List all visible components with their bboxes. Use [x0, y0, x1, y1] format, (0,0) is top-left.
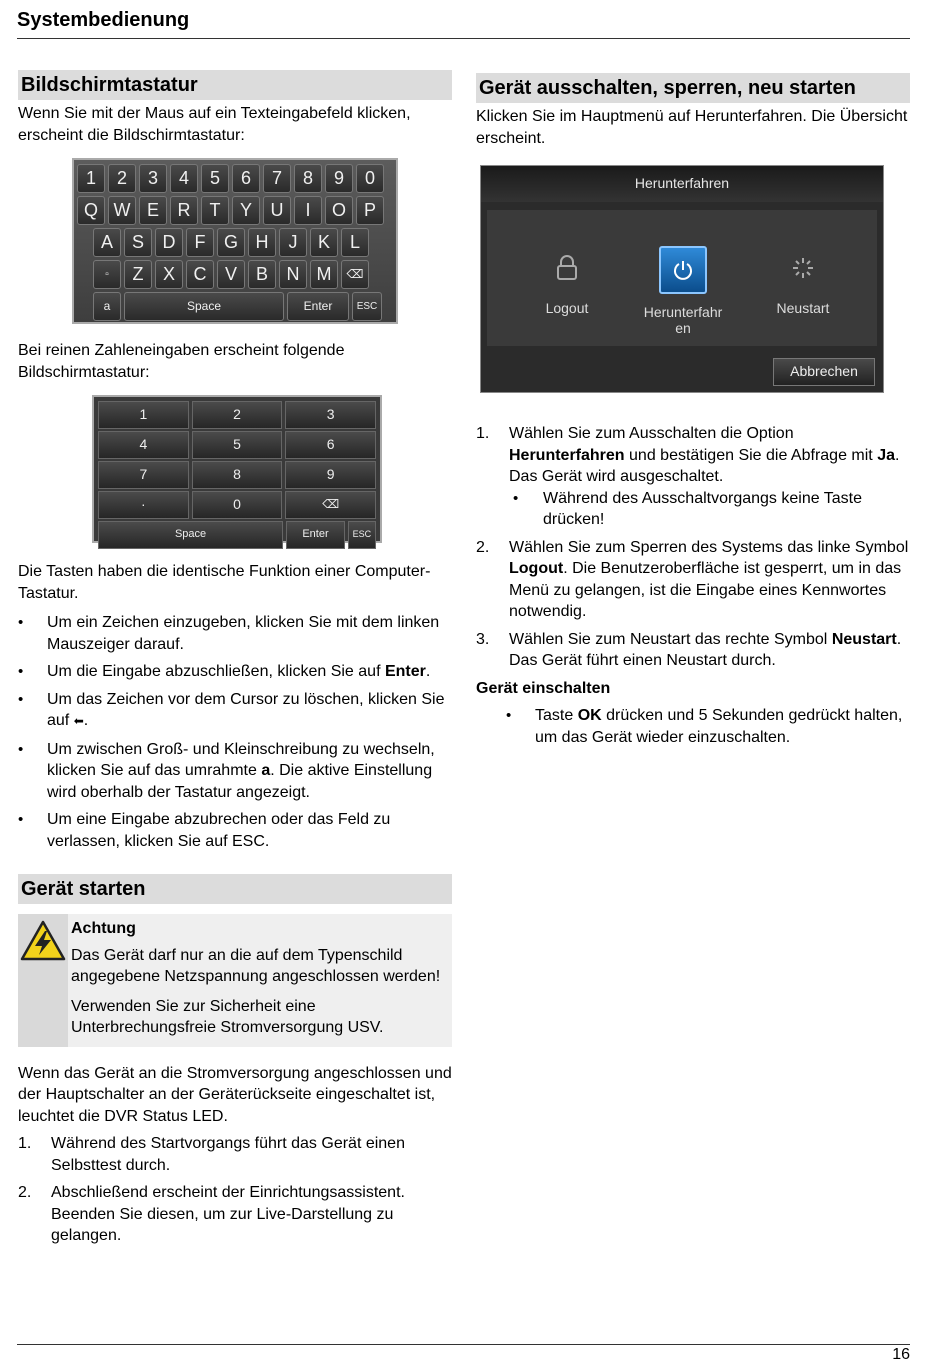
keyboard-key: U [263, 196, 291, 225]
keyboard-key: P [356, 196, 384, 225]
keyboard-key: 3 [139, 164, 167, 193]
warning-sidebar [18, 914, 68, 1047]
numpad-row [98, 491, 376, 519]
numpad-key: 1 [98, 401, 189, 429]
bullet-text: drücken und 5 Sekunden gedrückt halten, um das Gerät wieder einzuschalten. [535, 707, 903, 746]
numpad-key: · [98, 491, 189, 519]
shutdown-intro: Klicken Sie im Hauptmenü auf Herunterfahren. Die Übersicht erscheint. [476, 108, 908, 147]
keyboard-key: 8 [294, 164, 322, 193]
numpad-key: 0 [192, 491, 283, 519]
numpad-row [98, 401, 376, 429]
shutdown-step-3 [476, 629, 910, 672]
bullet-text: Um die Eingabe abzuschließen, klicken Sie auf [47, 663, 385, 680]
step-bold: Herunterfahren [509, 446, 625, 464]
step-text: Wählen Sie zum Ausschalten die Option [509, 425, 794, 442]
keyboard-key: J [279, 228, 307, 257]
numpad-row [98, 431, 376, 459]
section-title-start: Gerät starten [18, 874, 452, 904]
step-number: 1. [18, 1135, 32, 1152]
keyboard-key-case: a [93, 292, 121, 321]
step-text: Während des Startvorgangs führt das Gerät einen Selbsttest durch. [51, 1135, 405, 1174]
step-text: . Das Gerät wird ausgeschaltet. [509, 446, 900, 485]
bullet-enter-char [18, 612, 452, 655]
page-number: 16 [892, 1346, 910, 1363]
step-bold: Ja [877, 446, 895, 464]
numpad-key: 8 [192, 461, 283, 489]
keyboard-key: K [310, 228, 338, 257]
keyboard-key: 0 [356, 164, 384, 193]
step-sub-list [509, 488, 910, 531]
dialog-option-shutdown [633, 246, 733, 336]
dialog-cancel-button: Abbrechen [773, 358, 875, 386]
bullet-case [18, 739, 452, 804]
bullet-text: . [83, 712, 89, 729]
keyboard-key-caps: ▫ [93, 260, 121, 289]
keyboard-key: 7 [263, 164, 291, 193]
keyboard-key: 2 [108, 164, 136, 193]
keyboard-key: M [310, 260, 338, 289]
numpad-key: 7 [98, 461, 189, 489]
warning-box [18, 914, 452, 1047]
start-paragraph: Wenn das Gerät an die Stromversorgung angeschlossen und der Hauptschalter an der Geräterückseite eingeschaltet ist, leuchtet die DVR Status LED. [18, 1064, 452, 1125]
keyboard-key: C [186, 260, 214, 289]
warning-body [68, 914, 452, 1047]
keyboard-key: E [139, 196, 167, 225]
keyboard-key: O [325, 196, 353, 225]
keyboard-key: 6 [232, 164, 260, 193]
numpad-key-space: Space [98, 521, 283, 549]
numpad-key: 6 [285, 431, 376, 459]
keyboard-row-qwerty [77, 196, 393, 225]
bullet-text: Während des Ausschaltvorgangs keine Taste drücken! [543, 489, 863, 528]
osk-intro: Wenn Sie mit der Maus auf ein Texteingabefeld klicken, erscheint die Bildschirmtastatur: [18, 105, 411, 144]
bullet-text: Um zwischen Groß- und Kleinschreibung zu wechseln, klicken Sie auf das umrahmte [47, 740, 435, 779]
keyboard-key-enter: Enter [287, 292, 349, 321]
option-label-1: Herunterfahr [643, 304, 723, 320]
poweron-heading: Gerät einschalten [476, 679, 611, 697]
spinner-icon [781, 246, 825, 290]
keyboard-key: L [341, 228, 369, 257]
keyboard-key: 4 [170, 164, 198, 193]
shutdown-dialog-image [480, 165, 884, 393]
warning-title: Achtung [71, 920, 136, 937]
bullet-text: . Die aktive Einstellung wird oberhalb der Tastatur angezeigt. [47, 762, 433, 801]
keyboard-key: I [294, 196, 322, 225]
keyboard-row-asdf [77, 228, 393, 257]
numpad-key-enter: Enter [286, 521, 345, 549]
backspace-key-icon: ⌫ [341, 260, 369, 289]
step-bold: Neustart [831, 630, 897, 648]
bullet-text: Um ein Zeichen einzugeben, klicken Sie mit dem linken Mauszeiger darauf. [47, 614, 440, 653]
keyboard-key: 5 [201, 164, 229, 193]
step-text: . Die Benutzeroberfläche ist gesperrt, um in das Menü zu gelangen, ist die Eingabe eines Kennwortes notwendig. [509, 560, 902, 620]
osk-bullet-list [18, 612, 452, 852]
keyboard-key: A [93, 228, 121, 257]
numpad-key: 5 [192, 431, 283, 459]
start-step [18, 1133, 452, 1176]
keyboard-key: H [248, 228, 276, 257]
option-label: Neustart [776, 300, 830, 316]
onscreen-keyboard-image [72, 158, 398, 324]
keyboard-key: 9 [325, 164, 353, 193]
keyboard-key-esc: ESC [352, 292, 382, 321]
keyboard-key: Q [77, 196, 105, 225]
keyboard-key: W [108, 196, 136, 225]
numeric-keyboard-image [92, 395, 382, 543]
right-column [476, 73, 910, 754]
bullet-bold: OK [577, 707, 602, 724]
keyboard-key: R [170, 196, 198, 225]
bullet-text: . [425, 663, 431, 680]
step-text: . Das Gerät führt einen Neustart durch. [509, 630, 902, 669]
bullet-text: Um eine Eingabe abzubrechen oder das Feld zu verlassen, klicken Sie auf ESC. [47, 811, 391, 850]
page-header [17, 9, 910, 39]
keyboard-key: 1 [77, 164, 105, 193]
function-intro: Die Tasten haben die identische Funktion einer Computer-Tastatur. [18, 563, 431, 602]
step-number: 2. [476, 538, 490, 556]
page-header-title: Systembedienung [17, 9, 190, 31]
section-title-shutdown: Gerät ausschalten, sperren, neu starten [476, 73, 910, 103]
start-step [18, 1182, 452, 1247]
step-text: Wählen Sie zum Neustart das rechte Symbol [509, 630, 832, 648]
poweron-bullet [506, 705, 910, 748]
dialog-option-restart [753, 246, 853, 316]
numpad-row [98, 461, 376, 489]
left-column [18, 70, 452, 1253]
footer-divider [17, 1344, 910, 1345]
bullet-text: Um das Zeichen vor dem Cursor zu löschen, klicken Sie auf [47, 690, 445, 729]
step-bold: Logout [509, 560, 564, 577]
step-text: Abschließend erscheint der Einrichtungsassistent. Beenden Sie diesen, um zur Live-Darstellung zu gelangen. [51, 1184, 405, 1244]
step-text: Wählen Sie zum Sperren des Systems das linke Symbol [509, 538, 909, 556]
step-sub-bullet [509, 488, 910, 531]
keyboard-key: Z [124, 260, 152, 289]
keyboard-key: T [201, 196, 229, 225]
step-number: 3. [476, 630, 490, 648]
bullet-delete [18, 689, 452, 733]
dialog-option-logout [517, 246, 617, 316]
option-label-2: en [675, 320, 691, 336]
bullet-bold: Enter [384, 663, 426, 680]
power-icon [659, 246, 707, 294]
keyboard-key: G [217, 228, 245, 257]
section-title-osk: Bildschirmtastatur [18, 70, 452, 100]
option-label: Logout [545, 300, 589, 316]
warning-text-1: Das Gerät darf nur an die auf dem Typenschild angegebene Netzspannung angeschlossen werden! [71, 946, 441, 985]
backspace-icon: ⬅ [73, 714, 84, 728]
numpad-key: 4 [98, 431, 189, 459]
keyboard-key: X [155, 260, 183, 289]
shutdown-steps-list [476, 423, 910, 672]
bullet-finish [18, 661, 452, 683]
dialog-title: Herunterfahren [481, 166, 883, 202]
keyboard-key: B [248, 260, 276, 289]
bullet-bold: a [261, 762, 271, 779]
keyboard-key: S [124, 228, 152, 257]
lock-icon [545, 246, 589, 290]
warning-text-2: Verwenden Sie zur Sicherheit eine Unterbrechungsfreie Stromversorgung USV. [71, 997, 384, 1036]
shutdown-step-2 [476, 537, 910, 623]
numpad-row-bottom [98, 521, 376, 549]
bullet-cancel [18, 809, 452, 852]
high-voltage-icon [20, 920, 66, 962]
poweron-list [506, 705, 910, 748]
start-steps-list [18, 1133, 452, 1247]
step-number: 1. [476, 425, 490, 442]
shutdown-step-1 [476, 423, 910, 531]
keyboard-key: F [186, 228, 214, 257]
numpad-backspace-icon: ⌫ [285, 491, 376, 519]
numpad-rows [98, 401, 376, 519]
keyboard-key-space: Space [124, 292, 284, 321]
keyboard-key: Y [232, 196, 260, 225]
numpad-key: 3 [285, 401, 376, 429]
numpad-key-esc: ESC [348, 521, 376, 549]
numpad-key: 9 [285, 461, 376, 489]
keyboard-key: V [217, 260, 245, 289]
keyboard-row-bottom [77, 292, 393, 321]
keyboard-key: D [155, 228, 183, 257]
step-number: 2. [18, 1184, 32, 1201]
numpad-key: 2 [192, 401, 283, 429]
keyboard-key: N [279, 260, 307, 289]
step-text: und bestätigen Sie die Abfrage mit [624, 446, 878, 464]
keyboard-row-zxcv [77, 260, 393, 289]
keyboard-row-digits [77, 164, 393, 193]
bullet-text: Taste [535, 707, 578, 724]
numpad-intro: Bei reinen Zahleneingaben erscheint folgende Bildschirmtastatur: [18, 342, 345, 381]
dialog-body [487, 210, 877, 346]
